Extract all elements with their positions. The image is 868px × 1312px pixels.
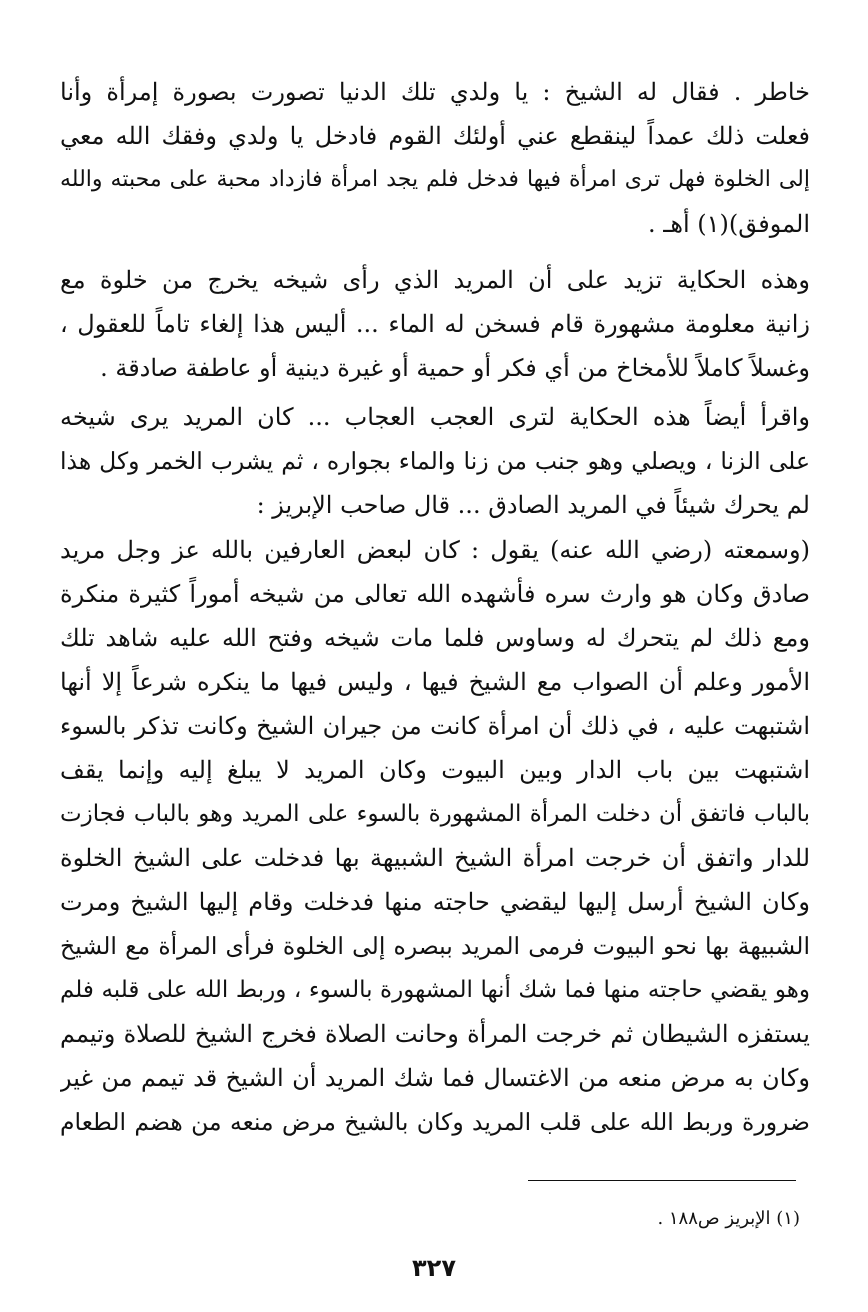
text-line: للدار واتفق أن خرجت امرأة الشيخ الشبيهة بها فدخلت على الشيخ الخلوة — [60, 844, 810, 872]
text-line: فعلت ذلك عمداً لينقطع عني أولئك القوم فادخل يا ولدي وفقك الله معي — [60, 122, 810, 150]
text-line: لم يحرك شيئاً في المريد الصادق ... قال صاحب الإبريز : — [256, 491, 810, 519]
text-line: على الزنا ، ويصلي وهو جنب من زنا والماء بجواره ، ثم يشرب الخمر وكل هذا — [60, 447, 810, 475]
text-line: صادق وكان هو وارث سره فأشهده الله تعالى من شيخه أموراً كثيرة منكرة — [60, 580, 810, 608]
text-line: زانية معلومة مشهورة قام فسخن له الماء ... أليس هذا إلغاء تاماً للعقول ، — [60, 310, 810, 338]
text-line: ضرورة وربط الله على قلب المريد وكان بالشيخ مرض منعه من هضم الطعام — [60, 1108, 810, 1136]
text-line: وكان به مرض منعه من الاغتسال فما شك المريد أن الشيخ قد تيمم من غير — [60, 1064, 810, 1092]
page-number: ٣٢٧ — [412, 1254, 456, 1282]
text-line: وهو يقضي حاجته منها فما شك أنها المشهورة بالسوء ، وربط الله على قلبه فلم — [60, 977, 810, 1003]
text-line: خاطر . فقال له الشيخ : يا ولدي تلك الدنيا تصورت بصورة إمرأة وأنا — [60, 78, 810, 106]
text-line: وهذه الحكاية تزيد على أن المريد الذي رأى شيخه يخرج من خلوة مع — [60, 266, 810, 294]
paragraph-4-quote — [60, 528, 810, 1144]
text-line: الشبيهة بها نحو البيوت فرمى المريد ببصره إلى الخلوة فرأى المرأة مع الشيخ — [60, 932, 810, 960]
paragraph-1 — [60, 70, 810, 246]
paragraph-2 — [60, 258, 810, 390]
text-line: وكان الشيخ أرسل إليها ليقضي حاجته منها فدخلت وقام إليها الشيخ ومرت — [60, 888, 810, 916]
text-line: يستفزه الشيطان ثم خرجت المرأة وحانت الصلاة فخرج الشيخ للصلاة وتيمم — [60, 1020, 810, 1048]
text-line: واقرأ أيضاً هذه الحكاية لترى العجب العجاب ... كان المريد يرى شيخه — [60, 403, 810, 431]
text-line: (وسمعته (رضي الله عنه) يقول : كان لبعض العارفين بالله عز وجل مريد — [60, 536, 810, 564]
text-line: وغسلاً كاملاً للأمخاخ من أي فكر أو حمية أو غيرة دينية أو عاطفة صادقة . — [100, 354, 810, 382]
text-line: الموفق)(١) أهـ . — [648, 210, 810, 238]
text-line: إلى الخلوة فهل ترى امرأة فيها فدخل فلم يجد امرأة فازداد محبة على محبته والله — [60, 167, 810, 192]
text-line: اشتبهت عليه ، في ذلك أن امرأة كانت من جيران الشيخ وكانت تذكر بالسوء — [60, 712, 810, 740]
footnote: (١) الإبريز ص١٨٨ . — [657, 1208, 800, 1229]
text-line: ومع ذلك لم يتحرك له وساوس فلما مات شيخه وفتح الله عليه شاهد تلك — [60, 624, 810, 652]
footnote-divider — [528, 1180, 796, 1181]
text-line: اشتبهت بين باب الدار وبين البيوت وكان المريد لا يبلغ إليه وإنما يقف — [60, 756, 810, 784]
text-line: بالباب فاتفق أن دخلت المرأة المشهورة بالسوء على المريد وهو بالباب فجازت — [60, 801, 810, 827]
paragraph-3 — [60, 395, 810, 527]
text-line: الأمور وعلم أن الصواب مع الشيخ فيها ، وليس فيها ما ينكره شرعاً إلا أنها — [60, 668, 810, 696]
